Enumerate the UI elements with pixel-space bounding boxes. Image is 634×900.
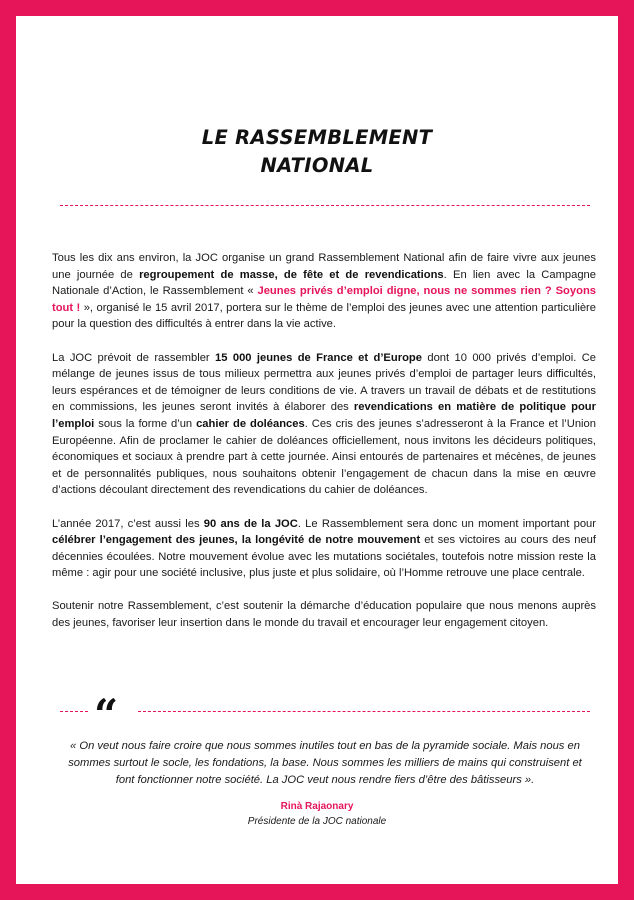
bold-run: célébrer l’engagement des jeunes, la longévité de notre mouvement [52,534,421,547]
dashed-divider-right [138,711,590,712]
page-title [16,124,618,180]
paragraph-3 [52,516,596,582]
paragraph-1 [52,250,596,333]
quote-divider [60,690,590,739]
text-run: », organisé le 15 avril 2017, portera sur le thème de l’emploi des jeunes avec une attention particulière pour la question des difficultés à entrer dans la vie active. [52,301,596,331]
title-line-2: NATIONAL [260,154,374,177]
paragraph-2 [52,350,596,499]
text-run: dont 10 000 privés d’emploi. Ce mélange de jeunes issus de tous milieux permettra aux jeunes privés d’emploi de partager leurs difficultés, leurs espérances et de témoigner de leurs conditions de vie. A travers un travail de débats et de restitutions en commissions, les jeunes seront invités à élaborer des [52,351,597,414]
body-text [52,250,596,648]
bold-run: 90 ans de la JOC [203,517,298,530]
quote-author: Rinà Rajaonary [280,801,354,812]
dashed-divider [60,205,590,206]
bold-run: cahier de doléances [196,417,305,430]
event-slogan: Jeunes privés d’emploi digne, nous ne sommes rien ? Soyons tout ! [52,285,596,314]
dashed-divider-left [60,711,88,712]
bold-run: revendications en matière de politique pour l’emploi [52,401,596,430]
text-run: . Le Rassemblement sera donc un moment important pour [297,517,596,530]
text-run: L’année 2017, c’est aussi les [52,517,204,530]
title-line-1: LE RASSEMBLEMENT [201,126,433,149]
bold-run: 15 000 jeunes de France et d’Europe [215,351,422,364]
paragraph-4: Soutenir notre Rassemblement, c’est soutenir la démarche d’éducation populaire que nous menons auprès des jeunes, favoriser leur insertion dans le monde du travail et encourager leur engagement citoyen. [52,600,596,630]
text-run: La JOC prévoit de rassembler [52,351,216,364]
quote-text: « On veut nous faire croire que nous sommes inutiles tout en bas de la pyramide sociale. Mais nous en sommes surtout le socle, les fondations, la base. Nous sommes les milliers de mains qui construisent et font fonctionner notre société. La JOC veut nous rendre fiers d’être des bâtisseurs ». [68,740,582,786]
text-run: et ses victoires au cours des neuf décennies écoulées. Notre mouvement évolue avec les mutations sociétales, toutefois notre mission reste la même : agir pour une société inclusive, plus juste et plus solidaire, où l’Homme retrouve une place centrale. [52,534,596,580]
quote-author-role: Présidente de la JOC nationale [247,816,387,827]
text-run: . Ces cris des jeunes s’adresseront à la France et l’Union Européenne. Afin de proclamer le cahier de doléances officiellement, nous invitons les décideurs politiques, économiques et sociaux à prendre part à cette journée. Ainsi entourés de partenaires et mécènes, de jeunes et de personnalités publiques, nous souhaitons obtenir l’engagement de chacun dans la mise en œuvre d’actions découlant directement des revendications du cahier de doléances. [52,417,596,497]
bold-run: regroupement de masse, de fête et de revendications [139,268,444,281]
text-run: sous la forme d’un [94,417,197,430]
text-run: Tous les dix ans environ, la JOC organise un grand Rassemblement National afin de faire vivre aux jeunes une journée de [52,252,596,281]
text-run: . En lien avec la Campagne Nationale d’Action, le Rassemblement « [52,268,596,298]
quote-mark-icon: “ [94,690,119,739]
